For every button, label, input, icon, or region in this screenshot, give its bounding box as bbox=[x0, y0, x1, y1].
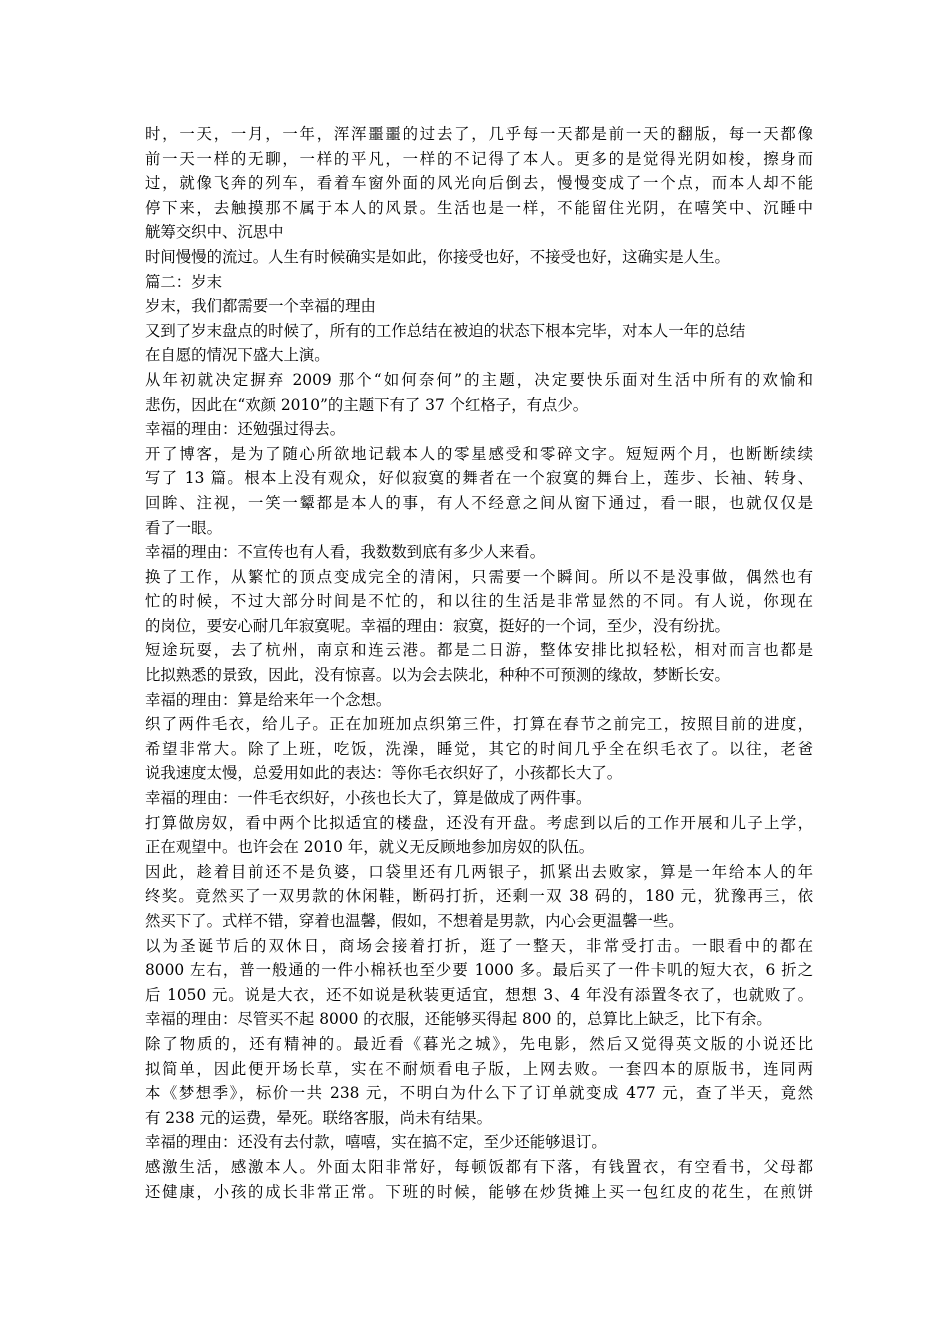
text-line: 时间慢慢的流过。人生有时候确实是如此，你接受也好，不接受也好，这确实是人生。 bbox=[145, 247, 730, 266]
text-line: 在自愿的情况下盛大上演。 bbox=[145, 346, 330, 365]
text-line: 幸福的理由：一件毛衣织好，小孩也长大了，算是做成了两件事。 bbox=[145, 789, 592, 808]
text-line: 幸福的理由：还勉强过得去。 bbox=[145, 420, 346, 439]
text-line: 希望非常大。除了上班，吃饭，洗澡，睡觉，其它的时间几乎全在织毛衣了。以往，老爸 bbox=[145, 739, 813, 758]
text-line: 篇二：岁末 bbox=[145, 272, 222, 291]
text-line: 的岗位，要安心耐几年寂寞呢。幸福的理由：寂寞，挺好的一个词，至少，没有纷扰。 bbox=[145, 616, 730, 635]
text-line: 本《梦想季》，标价一共 238 元，不明白为什么下了订单就变成 477 元，查了半天，竟然 bbox=[145, 1084, 813, 1103]
text-line: 还健康，小孩的成长非常正常。下班的时候，能够在炒货摊上买一包红皮的花生，在煎饼 bbox=[145, 1182, 813, 1201]
text-line: 开了博客，是为了随心所欲地记载本人的零星感受和零碎文字。短短两个月，也断断续续 bbox=[145, 444, 813, 463]
text-line: 幸福的理由：不宣传也有人看，我数数到底有多少人来看。 bbox=[145, 543, 546, 562]
text-line: 回眸、注视，一笑一颦都是本人的事，有人不经意之间从窗下通过，看一眼，也就仅仅是 bbox=[145, 493, 813, 512]
text-line: 前一天一样的无聊，一样的平凡，一样的不记得了本人。更多的是觉得光阴如梭，擦身而 bbox=[145, 149, 813, 168]
text-line: 感激生活，感激本人。外面太阳非常好，每顿饭都有下落，有钱置衣，有空看书，父母都 bbox=[145, 1157, 813, 1176]
text-line: 换了工作，从繁忙的顶点变成完全的清闲，只需要一个瞬间。所以不是没事做，偶然也有 bbox=[145, 567, 813, 586]
text-line: 写了 13 篇。根本上没有观众，好似寂寞的舞者在一个寂寞的舞台上，莲步、长袖、转身、 bbox=[145, 469, 813, 488]
text-line: 织了两件毛衣，给儿子。正在加班加点织第三件，打算在春节之前完工，按照目前的进度， bbox=[145, 715, 813, 734]
text-line: 幸福的理由：算是给来年一个念想。 bbox=[145, 690, 392, 709]
text-line: 后 1050 元。说是大衣，还不如说是秋装更适宜，想想 3、4 年没有添置冬衣了，也就败了。 bbox=[145, 985, 813, 1004]
text-line: 短途玩耍，去了杭州，南京和连云港。都是二日游，整体安排比拟轻松，相对而言也都是 bbox=[145, 641, 813, 660]
text-line: 除了物质的，还有精神的。最近看《暮光之城》，先电影，然后又觉得英文版的小说还比 bbox=[145, 1034, 813, 1053]
text-line: 停下来，去触摸那不属于本人的风景。生活也是一样，不能留住光阴，在嘻笑中、沉睡中 bbox=[145, 198, 813, 217]
text-line: 过，就像飞奔的列车，看着车窗外面的风光向后倒去，慢慢变成了一个点，而本人却不能 bbox=[145, 174, 813, 193]
text-line: 岁末，我们都需要一个幸福的理由 bbox=[145, 297, 376, 316]
text-line: 终奖。竟然买了一双男款的休闲鞋，断码打折，还剩一双 38 码的，180 元，犹豫再三，依 bbox=[145, 887, 813, 906]
text-line: 正在观望中。也许会在 2010 年，就义无反顾地参加房奴的队伍。 bbox=[145, 838, 595, 857]
text-line: 有 238 元的运费，晕死。联络客服，尚未有结果。 bbox=[145, 1108, 492, 1127]
text-line: 觥筹交织中、沉思中 bbox=[145, 223, 284, 242]
text-line: 8000 左右，普一般通的一件小棉袄也至少要 1000 多。最后买了一件卡叽的短大衣，6 折之 bbox=[145, 961, 813, 980]
text-line: 因此，趁着目前还不是负婆，口袋里还有几两银子，抓紧出去败家，算是一年给本人的年 bbox=[145, 862, 813, 881]
text-line: 比拟熟悉的景致，因此，没有惊喜。以为会去陕北，种种不可预测的缘故，梦断长安。 bbox=[145, 666, 730, 685]
text-line: 时，一天，一月，一年，浑浑噩噩的过去了，几乎每一天都是前一天的翻版，每一天都像 bbox=[145, 125, 813, 143]
text-line: 拟简单，因此便开场长草，实在不耐烦看电子版，上网去败。一套四本的原版书，连同两 bbox=[145, 1059, 813, 1078]
text-line: 然买下了。式样不错，穿着也温馨，假如，不想着是男款，内心会更温馨一些。 bbox=[145, 912, 684, 930]
text-line: 以为圣诞节后的双休日，商场会接着打折，逛了一整天，非常受打击。一眼看中的都在 bbox=[145, 936, 813, 955]
text-line: 说我速度太慢，总爱用如此的表达：等你毛衣织好了，小孩都长大了。 bbox=[145, 764, 623, 783]
text-line: 幸福的理由：尽管买不起 8000 的衣服，还能够买得起 800 的，总算比上缺乏，比下有余。 bbox=[145, 1010, 772, 1029]
text-line: 又到了岁末盘点的时候了，所有的工作总结在被迫的状态下根本完毕，对本人一年的总结 bbox=[145, 321, 746, 340]
text-line: 看了一眼。 bbox=[145, 518, 222, 537]
text-line: 忙的时候，不过大部分时间是不忙的，和以往的生活是非常显然的不同。有人说，你现在 bbox=[145, 592, 813, 611]
text-line: 幸福的理由：还没有去付款，嘻嘻，实在搞不定，至少还能够退订。 bbox=[145, 1133, 607, 1152]
document-body bbox=[145, 122, 813, 1204]
text-line: 打算做房奴，看中两个比拟适宜的楼盘，还没有开盘。考虑到以后的工作开展和儿子上学， bbox=[145, 813, 813, 832]
text-line: 从年初就决定摒弃 2009 那个“如何奈何”的主题，决定要快乐面对生活中所有的欢愉和 bbox=[145, 370, 813, 389]
text-line: 悲伤，因此在“欢颜 2010”的主题下有了 37 个红格子，有点少。 bbox=[145, 395, 589, 414]
